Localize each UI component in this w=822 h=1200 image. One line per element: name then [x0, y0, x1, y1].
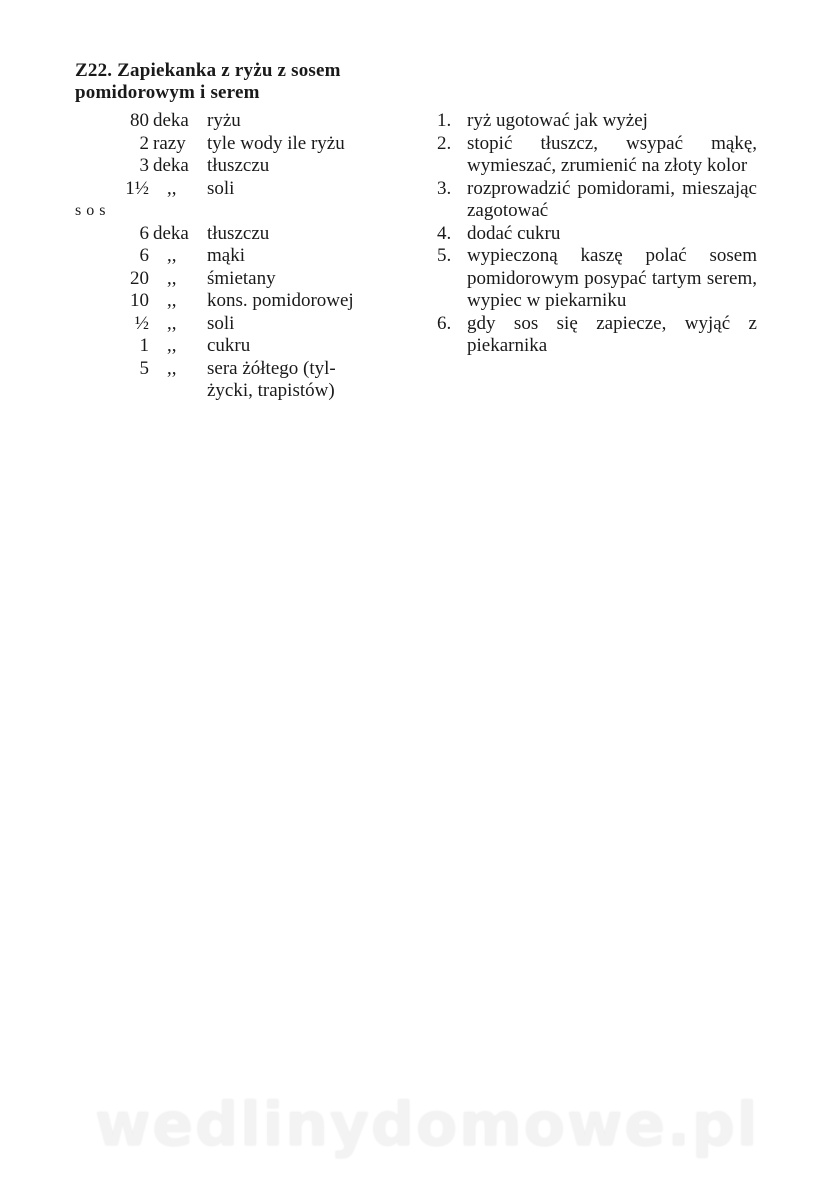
ingredient-row [0, 133, 420, 156]
ingredient-unit: ,, [167, 312, 177, 334]
ingredient-row [0, 313, 420, 336]
recipe-title [75, 60, 435, 104]
step-number: 5. [437, 245, 452, 266]
recipe-title-line-1: Z22. Zapiekanka z ryżu z sosem [75, 60, 341, 81]
ingredient-name: soli [207, 312, 235, 334]
step-text: dodać cukru [467, 222, 561, 244]
step-number: 6. [437, 312, 452, 334]
ingredient-unit: ,, [167, 245, 177, 266]
watermark: wedlinydomowe.pl [95, 1090, 760, 1160]
step-text: ryż ugotować jak wyżej [467, 110, 648, 131]
ingredient-row [0, 110, 420, 133]
ingredient-unit: deka [153, 110, 189, 131]
step-item [437, 178, 757, 223]
step-text: wypieczoną kaszę polać sosem pomidorowym posypać tartym serem, wypiec w piekarniku [467, 245, 757, 311]
ingredient-quantity: 80 [130, 110, 149, 131]
ingredient-name: tłuszczu [207, 155, 270, 176]
step-item [437, 223, 757, 246]
ingredient-name: śmietany [207, 267, 276, 289]
ingredient-quantity: 6 [139, 222, 149, 244]
ingredient-name: życki, trapistów) [207, 380, 335, 401]
step-item [437, 133, 757, 178]
ingredient-list [0, 110, 420, 403]
step-list [437, 110, 757, 358]
step-item [437, 313, 757, 358]
ingredient-quantity: 5 [139, 357, 149, 379]
ingredient-unit: ,, [167, 335, 177, 356]
ingredient-name: soli [207, 177, 235, 199]
ingredient-row [0, 223, 420, 246]
step-number: 3. [437, 177, 452, 199]
ingredient-row [0, 245, 420, 268]
ingredient-unit: razy [153, 132, 186, 154]
ingredient-row [0, 335, 420, 358]
ingredient-row [0, 290, 420, 313]
ingredient-name: mąki [207, 245, 245, 266]
ingredient-quantity: 2 [139, 132, 149, 154]
ingredient-unit: ,, [167, 177, 177, 199]
ingredient-name: ryżu [207, 110, 241, 131]
ingredient-row [0, 380, 420, 403]
ingredient-row [0, 155, 420, 178]
sauce-section-label: sos [75, 202, 111, 219]
step-number: 1. [437, 110, 452, 131]
step-number: 2. [437, 132, 452, 154]
ingredient-name: kons. pomidorowej [207, 290, 354, 311]
ingredient-row [0, 178, 420, 201]
ingredient-name: tłuszczu [207, 222, 270, 244]
ingredient-quantity: 1 [139, 335, 149, 356]
ingredient-unit: deka [153, 155, 189, 176]
ingredient-quantity: 3 [139, 155, 149, 176]
ingredient-unit: ,, [167, 267, 177, 289]
ingredient-row [0, 268, 420, 291]
ingredient-name: cukru [207, 335, 251, 356]
ingredient-unit: ,, [167, 290, 177, 311]
ingredient-quantity: ½ [134, 312, 149, 334]
step-text: gdy sos się zapiecze, wyjąć z piekarnika [467, 312, 757, 356]
ingredient-unit: ,, [167, 357, 177, 379]
ingredient-quantity: 6 [139, 245, 149, 266]
ingredient-quantity: 20 [130, 267, 149, 289]
recipe-title-line-2: pomidorowym i serem [75, 82, 260, 103]
step-text: rozprowadzić pomidorami, mieszając zagotować [467, 177, 757, 221]
ingredient-quantity: 10 [130, 290, 149, 311]
step-item [437, 245, 757, 313]
step-number: 4. [437, 222, 452, 244]
step-text: stopić tłuszcz, wsypać mąkę, wymieszać, zrumienić na złoty kolor [467, 132, 757, 176]
ingredient-quantity: 1½ [125, 177, 149, 199]
step-item [437, 110, 757, 133]
ingredient-unit: deka [153, 222, 189, 244]
ingredient-row [0, 358, 420, 381]
ingredient-name: sera żółtego (tyl- [207, 357, 336, 379]
ingredient-name: tyle wody ile ryżu [207, 132, 345, 154]
